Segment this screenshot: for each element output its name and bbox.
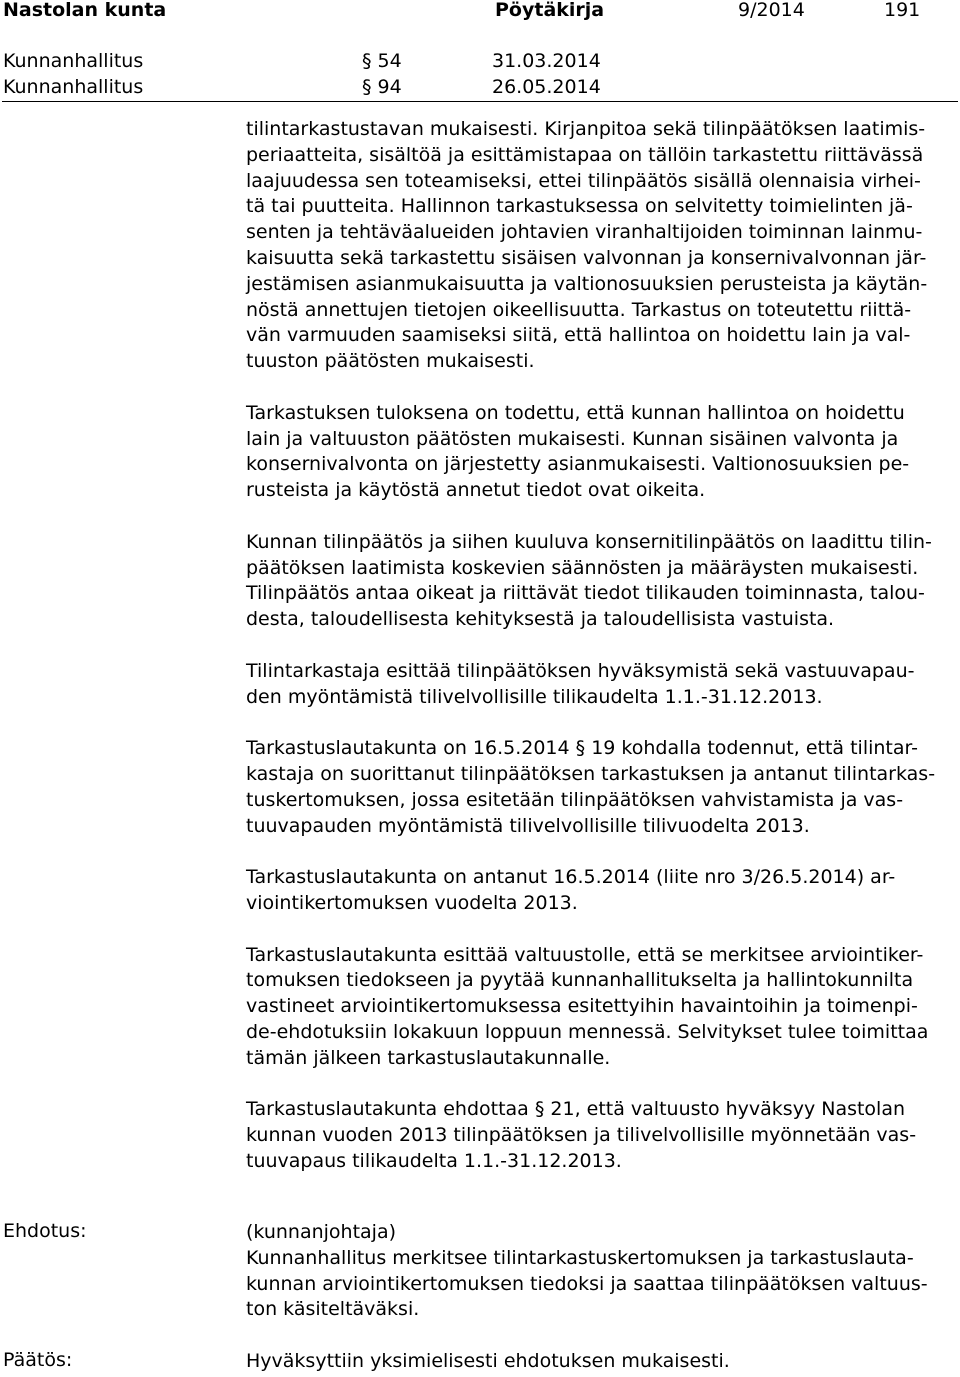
paragraph: Tarkastuslautakunta ehdottaa § 21, että valtuusto hyväksyy Nastolan kunnan vuoden 2013 tilinpäätöksen ja tilivelvollisille myönnetään vas- tuuvapaus tilikaudelta 1.1.-31.12.2013. xyxy=(246,1098,917,1172)
proposal-author: (kunnanjohtaja) xyxy=(246,1221,397,1243)
reference-date: 31.03.2014 xyxy=(492,50,601,72)
paragraph: Tarkastuksen tuloksena on todettu, että kunnan hallintoa on hoidettu lain ja valtuuston päätösten mukaisesti. Kunnan sisäinen valvonta ja konsernivalvonta on järjestetty asianmukaisesti. Valtionosuuksien pe- rusteista ja käytöstä annetut tiedot ovat oikeita. xyxy=(246,401,910,502)
document-type: Pöytäkirja xyxy=(495,0,605,21)
proposal-section xyxy=(246,1220,958,1323)
reference-date: 26.05.2014 xyxy=(492,76,601,98)
proposal-text: Kunnanhallitus merkitsee tilintarkastuskertomuksen ja tarkastuslauta- kunnan arviointikertomuksen tiedoksi ja saattaa tilinpäätöksen valtuus- ton käsiteltäväksi. xyxy=(246,1246,928,1321)
paragraph: tilintarkastustavan mukaisesti. Kirjanpitoa sekä tilinpäätöksen laatimis- periaatteita, sisältöä ja esittämistapaa on tällöin tarkastettu riittävässä laajuudessa sen toteamiseksi, ettei tilinpäätös sisällä olennaisia virhei- tä tai puutteita. Hallinnon tarkastuksessa on selvitetty toimielinten jä- senten ja tehtäväalueiden johtavien viranhaltijoiden toiminnan lainmu- kaisuutta sekä tarkastettu sisäisen valvonnan ja konsernivalvonnan jär- jestämisen asianmukaisuutta ja valtionosuuksien perusteista ja käytän- nöstä annettujen tietojen oikeellisuutta. Tarkastus on toteutettu riittä- vän varmuuden saamiseksi siitä, että hallintoa on hoidettu lain ja val- tuuston päätösten mukaisesti. xyxy=(246,118,928,373)
paragraph: Tarkastuslautakunta on antanut 16.5.2014 (liite nro 3/26.5.2014) ar- viointikertomuksen vuodelta 2013. xyxy=(246,866,896,914)
minutes-number: 9/2014 xyxy=(738,0,805,21)
header-divider xyxy=(2,101,958,102)
proposal-label: Ehdotus: xyxy=(3,1220,87,1242)
paragraph: Kunnan tilinpäätös ja siihen kuuluva konsernitilinpäätös on laadittu tilin- päätöksen laatimista koskevien säännösten ja määräysten mukaisesti. Tilinpäätös antaa oikeat ja riittävät tiedot tilikauden toiminnasta, talou- desta, taloudellisesta kehityksestä ja taloudellisista vastuista. xyxy=(246,530,932,631)
reference-section: § 54 xyxy=(362,50,402,72)
page-number: 191 xyxy=(884,0,921,21)
decision-text: Hyväksyttiin yksimielisesti ehdotuksen mukaisesti. xyxy=(246,1350,730,1372)
reference-body: Kunnanhallitus xyxy=(3,76,144,98)
decision-section xyxy=(246,1349,958,1375)
municipality-name: Nastolan kunta xyxy=(3,0,167,21)
reference-body: Kunnanhallitus xyxy=(3,50,144,72)
paragraph: Tarkastuslautakunta on 16.5.2014 § 19 kohdalla todennut, että tilintar- kastaja on suorittanut tilinpäätöksen tarkastuksen ja antanut tilintarkas- tuskertomuksen, jossa esitetään tilinpäätöksen vahvistamista ja vas- tuuvapauden myöntämistä tilivelvollisille tilivuodelta 2013. xyxy=(246,737,936,837)
decision-label: Päätös: xyxy=(3,1349,73,1371)
body-text xyxy=(246,117,958,1200)
paragraph: Tarkastuslautakunta esittää valtuustolle, että se merkitsee arviointiker- tomuksen tiedokseen ja pyytää kunnanhallitukselta ja hallintokunnilta vastineet arviointikertomuksessa esitettyihin havaintoihin ja toimenpi- de-ehdotuksiin lokakuun loppuun mennessä. Selvitykset tulee toimittaa tämän jälkeen tarkastuslautakunnalle. xyxy=(246,943,929,1069)
reference-section: § 94 xyxy=(362,76,402,98)
paragraph: Tilintarkastaja esittää tilinpäätöksen hyväksymistä sekä vastuuvapau- den myöntämistä tilivelvollisille tilikaudelta 1.1.-31.12.2013. xyxy=(246,659,915,708)
